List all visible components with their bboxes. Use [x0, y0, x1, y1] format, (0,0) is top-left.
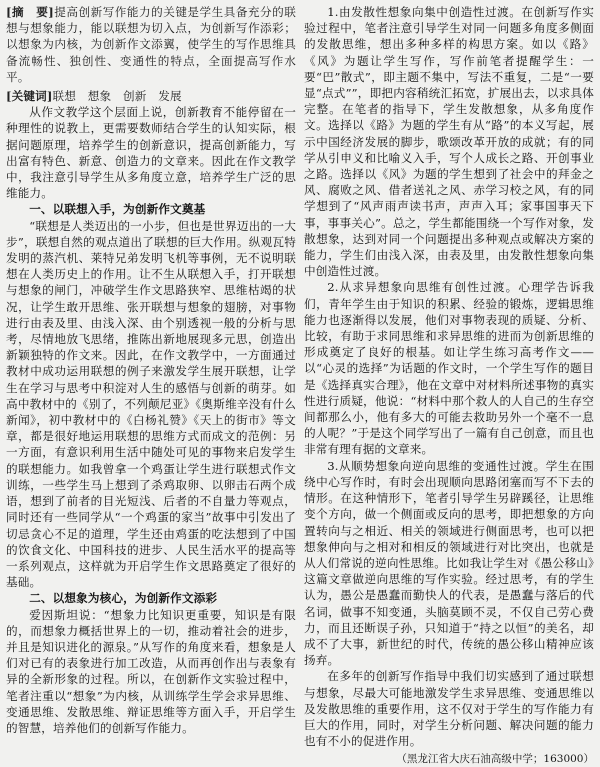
- section2-paragraph-1: 1.由发散性想象向集中创造性过渡。在创新写作实验过程中，笔者注意引导学生对同一问题多角度多侧面的发散思维，想出多种多样的构思方案。如以《路》《风》为题让学生写作，写作前笔者提醒学生：一要“巴”散式”，即主题不集中，写法不重复，二是“一要显“点式””，即把内容稍统汇拓宽，扩展出去，以求具体完整。在笔者的指导下，学生发散想象，从多角度作文。选择以《路》为题的学生有从“路”的本义写起，展示中国经济发展的脚步，歌颂改革开放的成就；有的同学从引申义和比喻义入手，写个人成长之路、开创事业之路。选择以《风》为题的学生想到了社会中的拜金之风、腐败之风、借者送礼之风、赤学习校之风，有的同学想到了“风声雨声读书声，声声入耳；家事国事天下事，事事关心”。总之，学生都能围绕一个写作对象，发散想象，达到对同一个问题提出多种观点或解决方案的能力，学生们由浅入深，由表及里，由发散性想象向集中创造性过渡。: [304, 5, 594, 279]
- section2-paragraph-3: 3.从顺势想象向逆向思维的变通性过渡。学生在围绕中心写作时，有时会出现顺向思路闭塞而写不下去的情形。在这种情形下，笔者引导学生另辟蹊径，让思维变个方向，做一个侧面或反向的思考，即把想象的方向置转向与之相近、相关的领域进行侧面思考，也可以把想象伸向与之相对和相反的领域进行对比突出，也就是从人们常说的逆向性思维。比如我让学生对《愚公移山》这篇文章做逆向思维的写作实验。经过思考，有的学生认为，愚公是愚蠢而勤快人的代表，是愚蠢与落后的代名词，做事不知变通，头脑莫顾不灵，不仅自己劳心费力，而且还断误子孙，只知道于“持之以恒”的美名，却成不了大事，新世纪的时代，传统的愚公移山精神应该扬弃。: [304, 458, 594, 668]
- section2-heading: 二、以想象为核心，为创新作文添彩: [29, 591, 218, 606]
- section2-paragraph-intro: 爱因斯坦说：“想象力比知识更重要，知识是有限的，而想象力概括世界上的一切，推动着社会的进步，并且是知识进化的源泉。”从写作的角度来看，想象是人们对已有的表象进行加工改造，从而再创作出与表象有异的全新形象的过程。所以，在创新作文实验过程中，笔者注重以“想象”为内核，从训练学生学会求异思维、变通思维、发散思维、辩证思维等方面入手，开启学生的智慧，培养他们的创新写作能力。: [6, 607, 296, 735]
- keywords-label: [关键词]: [6, 89, 53, 104]
- keywords: [6, 88, 296, 104]
- abstract: [6, 4, 296, 85]
- conclusion-paragraph: 在多年的创新写作指导中我们切实感到了通过联想与想象，尽最大可能地激发学生求异思维、变通思维以及发散思维的重要作用，这不仅对于学生的写作能力有巨大的作用，同时，对学生分析问题、解决问题的能力也有不小的促进作用。: [304, 669, 594, 749]
- right-column: [304, 4, 594, 766]
- keywords-text: 联想 想象 创新 发展: [52, 89, 182, 104]
- intro-paragraph: 从作文教学这个层面上说，创新教育不能停留在一种理性的说教上，更需要数师结合学生的认知实际，根据问题原理，培养学生的创新意识，提高创新能力，写出富有特色、新意、创造力的文章来。因此在作文教学中，我注意引导学生从多角度立意，培养学生广泛的思维能力。: [6, 105, 296, 201]
- section2-paragraph-2: 2.从求异想象向思维有创性过渡。心理学告诉我们，青年学生由于知识的积累、经验的锻炼，逻辑思维能力也逐渐得以发展，他们对事物表现的质疑、分析、比较，有助于求同思维和求异思维的进而为创新思维的形成奠定了良好的根基。如让学生练习高考作文——以“心灵的选择”为话题的作文时，一个学生写作的题目是《选择真实合理》，他在文章中对材料所述事物的真实性进行质疑，他说：“材料中那个救人的人自己的生存空间都那么小，他有多大的可能去救助另外一个毫不一息的人呢？”于是这个同学写出了一篇有自己创意，而且也非常有理有据的文章来。: [304, 280, 594, 457]
- section1-heading: 一、以联想入手，为创新作文奠基: [29, 202, 206, 217]
- left-column: [6, 4, 296, 735]
- abstract-text: 提高创新写作能力的关键是学生具备充分的联想与想象能力，能以联想为切入点，为创新写作添彩；以想象为内核，为创新作文添翼，使学生的写作思维具备流畅性、独创性、变通性的特点，全面提高写作水平。: [6, 5, 296, 84]
- abstract-label: [摘 要]: [6, 5, 54, 19]
- section1-paragraph: “联想是人类迈出的一小步，但也是世界迈出的一大步”，联想自然的观点道出了联想的巨大作用。纵观瓦特发明的蒸汽机、莱特兄弟发明飞机等事例，无不说明联想在人类历史上的作用。让不生从联想入手，打开联想与想象的闸门，冲破学生作文思路狭窄、思维枯竭的状况，让学生敢开思维、张开联想与想象的翅膀，对事物进行由表及里、由浅入深、由个别透视一般的分析与思考，尽情地放飞思绪，推陈出新地展现多元思，创造出新颖独特的作文来。因此，在作文教学中，一方面通过教材中成功运用联想的例子来激发学生展开联想，让学生在学习与思考中积淀对人生的感悟与创新的萌芽。如高中教材中的《别了，不列颠尼亚》《奥斯维辛没有什么新闻》，初中教材中的《白杨礼赞》《天上的街市》等文章，都是很好地运用联想的思维方式而成文的范例：另一方面，有意识利用生活中随处可见的事物来启发学生的联想能力。如我曾拿一个鸡蛋让学生进行联想式作文训练，一些学生马上想到了杀鸡取卵、以卵击石两个成语，想到了前者的目光短浅、后者的不自量力等观点，同时还有一些同学从“一个鸡蛋的家当”故事中引发出了切忌贪心不足的道理，学生还由鸡蛋的吃法想到了中国的饮食文化、中国科技的进步、人民生活水平的提高等一系列观点，这样就为开启学生作文思路奠定了很好的基础。: [6, 218, 296, 590]
- author-affiliation: （黑龙江省大庆石油高级中学；163000）: [396, 753, 594, 766]
